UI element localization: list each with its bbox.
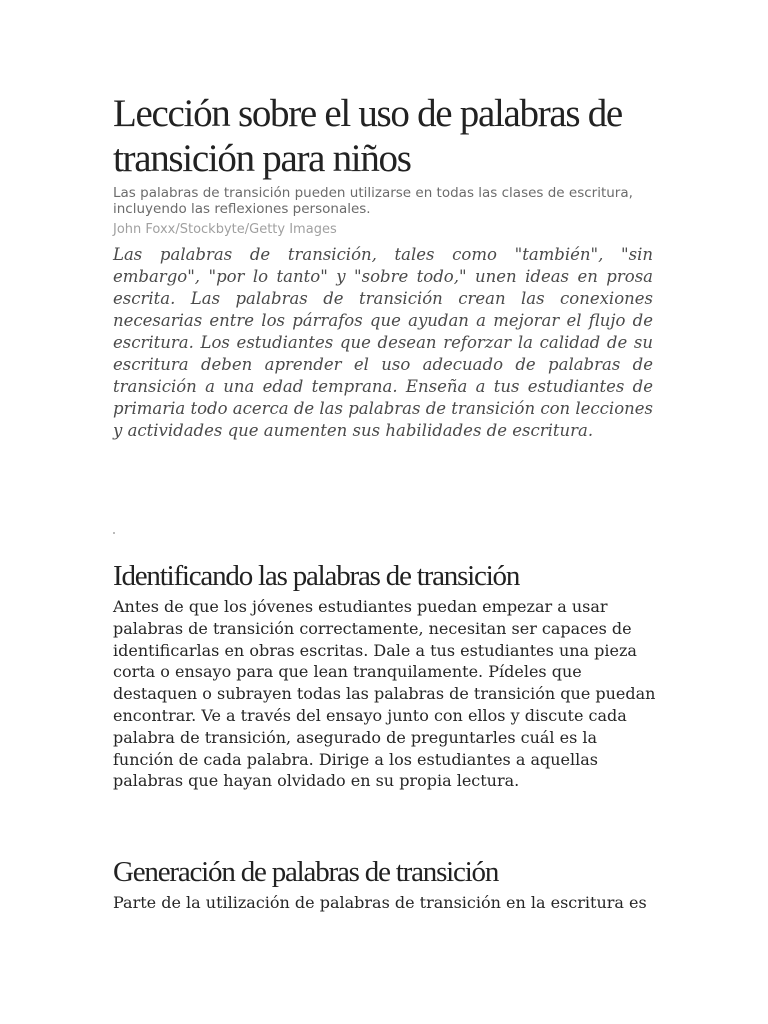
article-lede: Las palabras de transición, tales como "también", "sin embargo", "por lo tanto" y "sobre todo," unen ideas en prosa escrita. Las palabras de transición crean las conexiones necesarias entre los párrafos que ayudan a mejorar el flujo de escritura. Los estudiantes que desean reforzar la calidad de su escritura deben aprender el uso adecuado de palabras de transición a una edad temprana. Enseña a tus estudiantes de primaria todo acerca de las palabras de transición con lecciones y actividades que aumenten sus habilidades de escritura. [113, 245, 653, 440]
article-title: Lección sobre el uso de palabras de transición para niños [113, 92, 622, 180]
image-caption: Las palabras de transición pueden utilizarse en todas las clases de escritura, incluyendo las reflexiones personales. [113, 185, 633, 217]
section-body-identificando: Antes de que los jóvenes estudiantes puedan empezar a usar palabras de transición correctamente, necesitan ser capaces de identificarlas en obras escritas. Dale a tus estudiantes una pieza corta o ensayo para que lean tranquilamente. Pídeles que destaquen o subrayen todas las palabras de transición que puedan encontrar. Ve a través del ensayo junto con ellos y discute cada palabra de transición, asegurado de preguntarles cuál es la función de cada palabra. Dirige a los estudiantes a aquellas palabras que hayan olvidado en su propia lectura. [113, 597, 656, 791]
image-credit: John Foxx/Stockbyte/Getty Images [113, 222, 337, 237]
section-heading-identificando: Identificando las palabras de transición [113, 560, 520, 592]
separator-dot [113, 532, 115, 534]
section-body-generacion: Parte de la utilización de palabras de transición en la escritura es [113, 893, 647, 912]
section-heading-generacion: Generación de palabras de transición [113, 856, 499, 888]
